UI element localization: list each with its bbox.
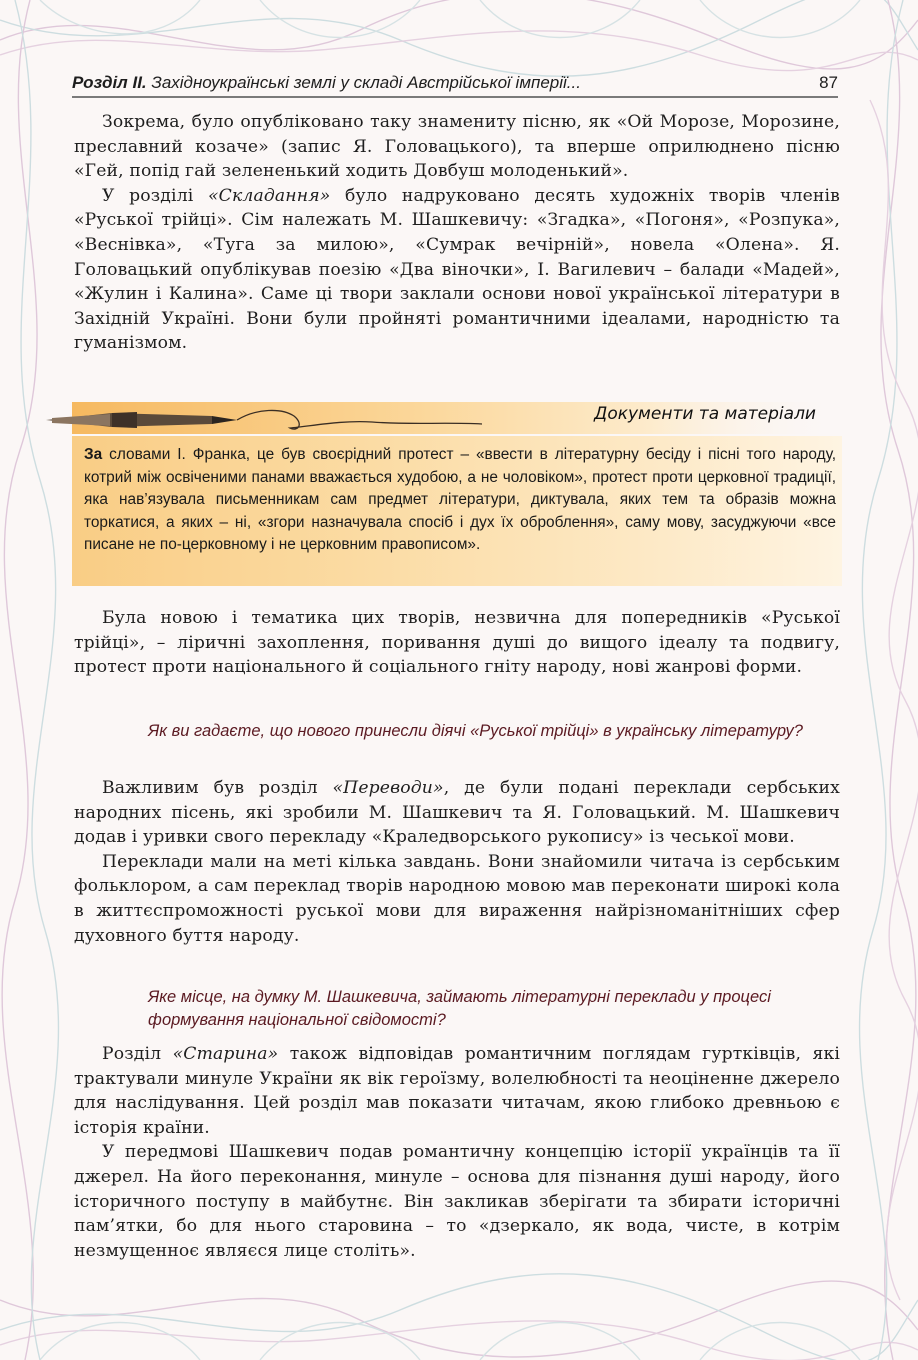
running-header	[72, 64, 838, 98]
paragraph: У розділі «Складання» було надруковано десять художніх творів членів «Руської трійці». Сім належать М. Шашкевичу: «Згадка», «Погоня», «Розпука», «Веснівка», «Туга за милою», «Сумрак вечірній», новела «Олена». Я. Головацький опублікував поезію «Два віночки», І. Вагилевич – балади «Мадей», «Жулин і Калина». Саме ці твори заклали основи нової української літератури в Західній Україні. Вони були пройняті романтичними ідеалами, народністю та гуманізмом.	[74, 185, 840, 354]
paragraph: Переклади мали на меті кілька завдань. Вони знайомили читача із сербським фольклором, а сам переклад творів народною мовою мав переконати широкі кола в життєспроможності руської мови для вираження найрізноманітніших сфер духовного буття народу.	[74, 851, 840, 946]
paragraph: Розділ «Старина» також відповідав романтичним поглядам гуртківців, які трактували минуле України як вік героїзму, волелюбності та неоціненне джерело для наслідування. Цей розділ мав показати читачам, якою глибоко древньою є історія країни.	[74, 1044, 840, 1138]
page-number: 87	[819, 73, 838, 92]
body-block-1	[74, 110, 840, 356]
question-prompt: Яке місце, на думку М. Шашкевича, займають літературні переклади у процесі формування національної свідомості?	[148, 988, 771, 1029]
paragraph: У передмові Шашкевич подав романтичну концепцію історії українців та її джерел. На його переконання, минуле – основа для пізнання душі народу, його історичного поступу в майбутнє. Він закликав зберігати та збирати історичні пам’ятки, бо для нього старовина – то «дзеркало, як вода, чисте, в котрім незмущенноє являєся лице століть».	[74, 1142, 840, 1261]
section-name: «Старина»	[172, 1044, 279, 1064]
section-name: «Складання»	[207, 185, 331, 206]
documents-heading-band	[42, 398, 842, 434]
paragraph: Зокрема, було опубліковано таку знамениту пісню, як «Ой Морозе, Морозине, преславний козаче» (запис Я. Головацького), та вперше оприлюднено пісню «Гей, попід гай зелененький ходить Довбуш молоденький».	[74, 112, 840, 182]
body-block-4	[74, 1042, 840, 1263]
question-prompt: Як ви гадаєте, що нового принесли діячі «Руської трійці» в українську літературу?	[148, 722, 803, 740]
documents-heading: Документи та матеріали	[594, 404, 816, 424]
paragraph: Була новою і тематика цих творів, незвична для попередників «Руської трійці», – ліричні захоплення, поривання душі до вищого ідеалу та подвигу, протест проти національного й соціального гніту народу, нові жанрові форми.	[74, 608, 840, 678]
section-title: Розділ ІІ. Західноукраїнські землі у складі Австрійської імперії...	[72, 73, 581, 92]
paragraph: Важливим був розділ «Переводи», де були подані переклади сербських народних пісень, які зробили М. Шашкевич та Я. Головацький. М. Шашкевич додав і уривки свого перекладу «Краледворського рукопису» із чеської мови.	[74, 778, 840, 848]
body-block-2	[74, 606, 840, 680]
body-block-3	[74, 776, 840, 948]
documents-text: За словами І. Франка, це був своєрідний протест – «ввести в літературну бесіду і пісні того народу, котрий між освіченими панами вважається худобою, а не чоловіком», протест проти церковної традиції, яка нав’язувала письменникам сам предмет літератури, диктувала, яких тем та образів можна торкатися, а яких – ні, «згори назначувала спосіб і дух їх оброблення», саму мову, засуджуючи «все писане не по-церковному і не церковним правописом».	[84, 446, 836, 554]
section-name: «Переводи»	[332, 778, 444, 798]
